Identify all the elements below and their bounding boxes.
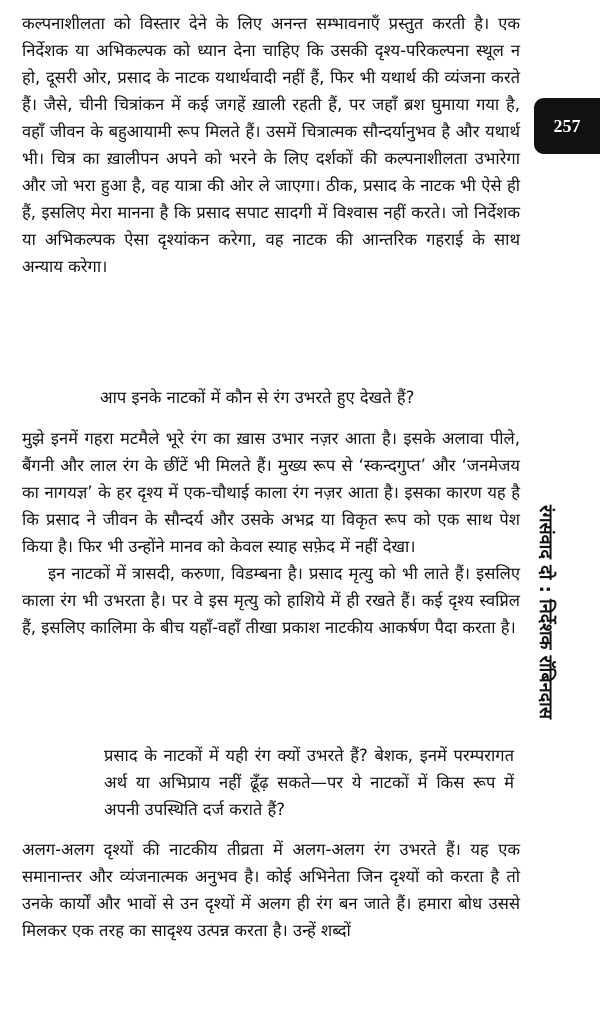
answer-block-2 (22, 425, 520, 641)
paragraph-1: कल्पनाशीलता को विस्तार देने के लिए अनन्त सम्भावनाएँ प्रस्तुत करती है। एक निर्देशक या अभिकल्पक को ध्यान देना चाहिए कि उसकी दृश्य-परिकल्पना स्थूल न हो, दूसरी ओर, प्रसाद के नाटक यथार्थवादी नहीं हैं, फिर भी यथार्थ की व्यंजना करते हैं। जैसे, चीनी चित्रांकन में कई जगहें ख़ाली रहती हैं, पर जहाँ ब्रश घुमाया गया है, वहाँ जीवन के बहुआयामी रूप मिलते हैं। उसमें चित्रात्मक सौन्दर्यानुभव है और यथार्थ भी। चित्र का ख़ालीपन अपने को भरने के लिए दर्शकों की कल्पनाशीलता उभारेगा और जो भरा हुआ है, वह यात्रा की ओर ले जाएगा। ठीक, प्रसाद के नाटक भी ऐसे ही हैं, इसलिए मेरा मानना है कि प्रसाद सपाट सादगी में विश्वास नहीं करते। जो निर्देशक या अभिकल्पक ऐसा दृश्यांकन करेगा, वह नाटक की आन्तरिक गहराई के साथ अन्याय करेगा। (22, 14, 520, 276)
answer-block-1 (22, 10, 520, 280)
paragraph-4: अलग-अलग दृश्यों की नाटकीय तीव्रता में अलग-अलग रंग उभरते हैं। यह एक समानान्तर और व्यंजनात्मक अनुभव है। कोई अभिनेता जिन दृश्यों को करता है तो उनके कार्यों और भावों से उन दृश्यों में अलग ही रंग बन जाते हैं। हमारा बोध उससे मिलकर एक तरह का सादृश्य उत्पन्न करता है। उन्हें शब्दों (22, 840, 520, 940)
page-number: 257 (553, 115, 581, 136)
page-number-tab (534, 98, 600, 154)
paragraph-3: इन नाटकों में त्रासदी, करुणा, विडम्बना है। प्रसाद मृत्यु को भी लाते हैं। इसलिए काला रंग भी उभरता है। पर वे इस मृत्यु को हाशिये में ही रखते हैं। कई दृश्य स्वप्निल हैं, इसलिए कालिमा के बीच यहाँ-वहाँ तीखा प्रकाश नाटकीय आकर्षण पैदा करता है। (22, 564, 520, 637)
question-2: प्रसाद के नाटकों में यही रंग क्यों उभरते हैं? बेशक, इनमें परम्परागत अर्थ या अभिप्राय नहीं ढूँढ़ सकते—पर ये नाटकों में किस रूप में अपनी उपस्थिति दर्ज कराते हैं? (104, 746, 514, 819)
paragraph-2: मुझे इनमें गहरा मटमैले भूरे रंग का ख़ास उभार नज़र आता है। इसके अलावा पीले, बैंगनी और लाल रंग के छींटें भी मिलते हैं। मुख्य रूप से ‘स्कन्दगुप्त’ और ‘जनमेजय का नागयज्ञ’ के हर दृश्य में एक-चौथाई काला रंग नज़र आता है। इसका कारण यह है कि प्रसाद ने जीवन के सौन्दर्य और उसके अभद्र या विकृत रूप को एक साथ पेश किया है। फिर भी उन्होंने मानव को केवल स्याह सफ़ेद में नहीं देखा। (22, 429, 520, 556)
answer-block-3 (22, 836, 520, 944)
question-1: आप इनके नाटकों में कौन से रंग उभरते हुए देखते हैं? (100, 388, 415, 407)
running-side-title: रंगसंवाद दो : निर्देशक रॉबिनदास (535, 505, 556, 719)
